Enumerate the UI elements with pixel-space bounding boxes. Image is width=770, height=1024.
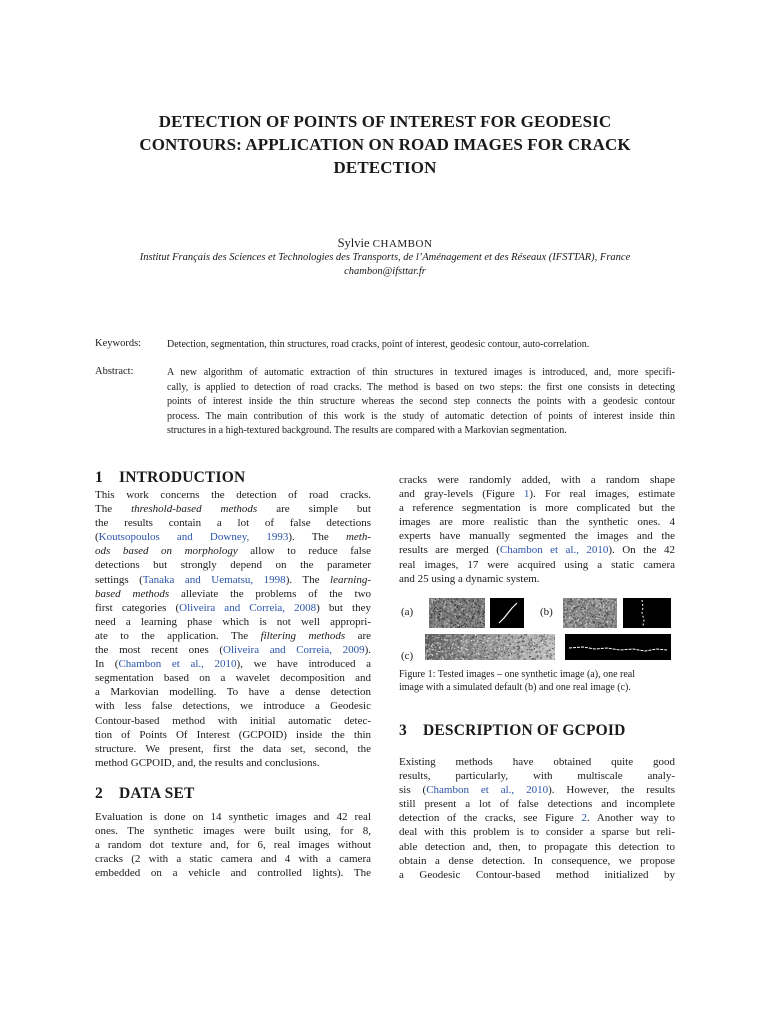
figure-1 [399,598,675,662]
figure-label-b: (b) [540,606,553,618]
text-line [399,543,675,557]
section-title: DESCRIPTION OF GCPOID [423,722,626,739]
introduction-body [95,488,371,770]
text-fragment: ). For real images, estimate [529,488,675,501]
text-fragment: a random dot texture and, for 6, real images without [95,839,371,852]
text-line [399,811,675,825]
section-number: 3 [399,722,407,739]
text-fragment: cracks (2 with a static camera and 4 with a camera [95,853,371,866]
caption-line: image with a simulated default (b) and one real image (c). [399,682,631,693]
text-fragment: cracks were randomly added, with a random shape [399,474,675,486]
title-line: DETECTION [333,158,437,177]
text-fragment: with less false detections, we introduce a Geodesic [95,700,371,713]
text-line [399,825,675,839]
section-number: 1 [95,469,103,486]
text-fragment: a reference segmentation is more complicated but the [399,502,675,515]
text-fragment: ( [95,531,99,544]
author-email: chambon@ifsttar.fr [344,266,426,277]
text-line [95,824,371,838]
author-first-name: Sylvie [337,236,373,250]
affiliation-text: Institut Français des Sciences et Technologies des Transports, de l’Aménagement et des Réseaux (IFSTTAR), France [139,252,631,263]
author-name [80,236,690,251]
text-line [399,501,675,515]
text-fragment: and 25 using a dynamic system. [399,572,540,585]
text-line [95,530,371,544]
text-line [399,868,675,882]
text-fragment: real images, 17 were acquired using a static camera [399,558,675,571]
text-line [95,852,371,866]
text-fragment: are simple but [257,503,371,516]
text-fragment: This work concerns the detection of road cracks. [95,489,371,501]
text-line [399,755,675,769]
text-fragment: and gray-levels (Figure [399,488,524,501]
figure-1-caption [399,668,675,694]
text-fragment: able detection and, then, to propagate this detection to [399,840,675,853]
section-title: DATA SET [119,785,195,802]
text-line [95,728,371,742]
text-fragment: In ( [95,658,119,671]
text-line [399,487,675,501]
text-line [95,657,371,671]
text-line [95,601,371,615]
text-line [95,671,371,685]
title-line: DETECTION OF POINTS OF INTEREST FOR GEODESIC [158,112,612,131]
emphasis-text: threshold-based methods [131,503,258,516]
text-fragment: obtain a dense detection. In consequence, we propose [399,854,675,867]
text-fragment: Evaluation is done on 14 synthetic images and 42 real [95,811,371,823]
text-line [399,769,675,783]
text-line [95,573,371,587]
text-line [399,572,675,586]
citation-link[interactable]: 2 [581,812,587,825]
citation-link[interactable]: Chambon et al., 2010 [426,784,549,797]
section-heading-description-of-gcpoid [399,722,626,740]
text-fragment: . Another way to [586,812,675,825]
text-line [95,714,371,728]
section-heading-data-set [95,785,195,803]
abstract-label: Abstract: [95,366,134,377]
text-line [399,840,675,854]
text-fragment: ones. The synthetic images were built using, for 8, [95,825,371,838]
emphasis-text: ods based on morphology [95,545,238,558]
citation-link[interactable]: Chambon et al., 2010 [118,658,237,671]
abstract-line: structures in a high-textured background. The results are compared with a Markovian segmentation. [167,425,567,437]
text-fragment: are [345,629,371,642]
section-heading-introduction [95,469,245,487]
text-fragment: The [95,503,132,516]
abstract-line: process. The main contribution of this work is the study of automatic detection of points of interest inside thin [167,410,675,422]
keywords-label: Keywords: [95,338,142,349]
citation-link[interactable]: Oliveira and Correia, 2009 [223,644,365,657]
abstract-text [167,366,675,439]
caption-line: Figure 1: Tested images – one synthetic image (a), one real [399,669,635,680]
text-fragment: results, particularly, with multiscale analy- [399,770,675,783]
keywords-line: Detection, segmentation, thin structures, road cracks, point of interest, geodesic contour, auto-correlation. [167,339,590,350]
text-line [399,783,675,797]
text-line [95,866,371,880]
emphasis-text: based methods [95,587,170,600]
data-set-body [95,810,371,880]
text-fragment: ). [364,644,372,657]
synthetic-texture-image [429,598,485,628]
text-fragment: the results contain a lot of false detections [95,517,371,530]
section-number: 2 [95,785,103,802]
text-fragment: ). The [285,573,331,586]
synthetic-crack-mask-image [490,598,524,628]
text-line [95,643,371,657]
abstract-line: A new algorithm of automatic extraction of thin structures in textured images is introduced, and, more specifi- [167,367,675,378]
text-fragment: ate to the application. The [95,629,261,642]
text-line [95,615,371,629]
text-line [95,558,371,572]
text-fragment: ) but they [316,601,371,614]
data-set-continued-body [399,473,675,586]
text-fragment: method GCPOID, and, the results and conclusions. [95,756,320,769]
text-fragment: a Geodesic Contour-based method initialized by [399,868,675,881]
text-fragment: detection of the cracks, see Figure [399,812,582,825]
real-road-crack-mask-image [565,634,671,660]
text-line [95,516,371,530]
text-fragment: settings ( [95,573,143,586]
citation-link[interactable]: Oliveira and Correia, 2008 [179,601,317,614]
text-line [95,742,371,756]
text-line [95,838,371,852]
text-line [95,685,371,699]
text-fragment: Contour-based method with initial automatic detec- [95,714,371,727]
text-fragment: still present a lot of false detections and incomplete [399,798,675,811]
text-fragment: alleviate the problems of the two [169,587,372,600]
text-line [399,473,675,487]
text-fragment: allow to reduce false [237,545,371,558]
figure-label-c: (c) [401,650,414,662]
abstract-line: points of interest inside the thin structure whereas the second step connects the points with a geodesic contour [167,396,675,408]
gcpoid-body [399,755,675,882]
text-fragment: embedded on a vehicle and controlled lights). The [95,867,371,880]
text-fragment: deal with this problem is to consider a sparse but reli- [399,826,675,839]
citation-link[interactable]: Chambon et al., 2010 [499,544,609,557]
citation-link[interactable]: 1 [523,488,530,501]
text-line [399,529,675,543]
text-line [399,515,675,529]
text-line [95,629,371,643]
figure-label-a: (a) [401,606,414,618]
author-last-name: CHAMBON [372,238,433,250]
text-fragment: segmentation based on a wavelet decomposition and [95,672,371,685]
emphasis-text: filtering methods [260,629,346,642]
citation-link[interactable]: Tanaka and Uematsu, 1998 [142,573,286,586]
text-fragment: ), we have introduced a [236,658,371,671]
text-fragment: detections but strongly depend on the parameter [95,559,371,572]
text-fragment: results are merged ( [399,544,500,557]
text-line [399,558,675,572]
text-fragment: the most recent ones ( [95,644,224,657]
real-road-image [425,634,555,660]
emphasis-text: learning- [330,573,371,586]
simulated-default-mask-image [623,598,671,628]
author-affiliation [80,251,690,279]
text-line [95,502,371,516]
section-title: INTRODUCTION [119,469,246,486]
text-fragment: ). On the 42 [608,544,675,557]
text-line [399,797,675,811]
paper-title [80,110,690,179]
text-fragment: first categories ( [95,601,180,614]
text-line [95,756,371,770]
text-fragment: a Markovian modelling. To have a dense detection [95,686,371,699]
text-fragment: Existing methods have obtained quite good [399,756,675,768]
keywords-text [167,338,675,353]
text-fragment: structure. We present, first the data set, second, the [95,742,371,755]
text-line [95,699,371,713]
simulated-default-image [563,598,617,628]
text-fragment: sis ( [399,784,427,797]
text-fragment: need a learning phase which is not well appropri- [95,615,371,628]
text-line [95,587,371,601]
text-line [399,854,675,868]
text-fragment: experts have manually segmented the images and the [399,530,675,543]
text-line [95,810,371,824]
text-fragment: tion of Points Of Interest (GCPOID) inside the thin [95,728,371,741]
text-fragment: ). The [288,531,346,544]
abstract-line: cally, is applied to detection of road cracks. The method is based on two steps: the first one consists in detecting [167,381,675,393]
text-line [95,544,371,558]
text-fragment: images are more realistic than the synthetic ones. 4 [399,516,675,529]
text-line [95,488,371,502]
emphasis-text: meth- [345,531,371,544]
title-line: CONTOURS: APPLICATION ON ROAD IMAGES FOR CRACK [139,135,631,154]
text-fragment: ). However, the results [548,784,676,797]
citation-link[interactable]: Koutsopoulos and Downey, 1993 [98,531,289,544]
